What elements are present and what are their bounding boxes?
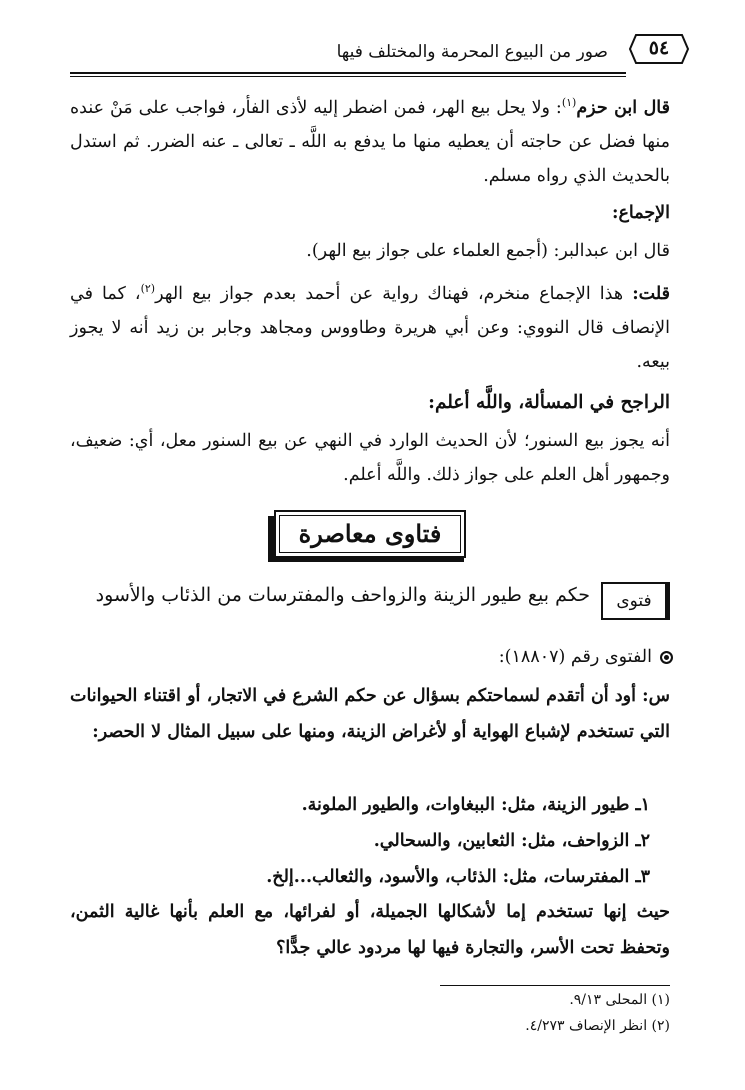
footnote-rule — [440, 985, 670, 986]
fatwa-number — [73, 640, 673, 674]
section-banner — [268, 510, 468, 564]
fatwa-header — [70, 580, 670, 622]
footnote-ref: (١) — [561, 96, 577, 109]
paragraph-lead: قلت: — [632, 283, 670, 304]
banner-box — [274, 510, 466, 558]
footnote-ref: (٢) — [140, 282, 156, 295]
paragraph-qultu — [70, 272, 670, 379]
paragraph-ibn-hazm — [70, 86, 670, 193]
paragraph-text: ، كما في الإنصاف قال النووي: وعن أبي هريرة وطاووس ومجاهد وجابر بن زيد أنه لا يجوز بيعه. — [70, 283, 670, 372]
page-number-frame — [628, 32, 690, 66]
footnote: (٢) انظر الإنصاف ٤/٢٧٣. — [525, 1018, 670, 1034]
fatwa-item: ١ـ طيور الزينة، مثل: الببغاوات، والطيور الملونة. — [301, 795, 650, 815]
fatwa-number-text: الفتوى رقم (١٨٨٠٧): — [498, 647, 652, 667]
running-title: صور من البيوع المحرمة والمختلف فيها — [336, 42, 608, 62]
page-number: ٥٤ — [648, 37, 670, 59]
paragraph-text: هذا الإجماع منخرم، فهناك رواية عن أحمد بعدم جواز بيع الهر — [155, 283, 633, 304]
footnote: (١) المحلى ٩/١٣. — [569, 992, 670, 1008]
fatwa-closing: حيث إنها تستخدم إما لأشكالها الجميلة، أو لفرائها، مع العلم بأنها غالية الثمن، وتحفظ تحت الأسر، والتجارة فيها لها مردود عالي جدًّا؟ — [70, 902, 670, 958]
fatwa-question: س: أود أن أتقدم لسماحتكم بسؤال عن حكم الشرع في الاتجار، أو اقتناء الحيوانات التي تستخدم لإشباع الهواية أو لأغراض الزينة، ومنها على سبيل المثال لا الحصر: — [70, 686, 670, 742]
ijma-heading: الإجماع: — [611, 203, 670, 223]
rajih-heading: الراجح في المسألة، واللَّه أعلم: — [428, 392, 670, 413]
banner-title: فتاوى معاصرة — [279, 515, 461, 553]
fatwa-item: ٢ـ الزواحف، مثل: الثعابين، والسحالي. — [373, 831, 650, 851]
header-rule — [70, 72, 626, 74]
fatwa-title: حكم بيع طيور الزينة والزواحف والمفترسات من الذئاب والأسود — [95, 584, 590, 606]
fatwa-label: فتوى — [601, 582, 670, 620]
paragraph-lead: قال ابن حزم — [576, 97, 670, 118]
bullet-icon — [660, 651, 673, 664]
header-rule-thin — [70, 76, 626, 77]
page-header — [70, 30, 690, 74]
fatwa-item: ٣ـ المفترسات، مثل: الذئاب، والأسود، والثعالب...إلخ. — [266, 867, 650, 887]
paragraph-text: : ولا يحل بيع الهر، فمن اضطر إليه لأذى الفأر، فواجب على مَنْ عنده منها فضل عن حاجته أن يعطيه منها ما يدفع به اللَّه ـ تعالى ـ عنه الضرر. ثم استدل بالحديث الذي رواه مسلم. — [70, 97, 671, 186]
rajih-text: أنه يجوز بيع السنور؛ لأن الحديث الوارد في النهي عن بيع السنور معل، أي: ضعيف، وجمهور أهل العلم على جواز ذلك. واللَّه أعلم. — [70, 431, 670, 485]
ijma-text: قال ابن عبدالبر: (أجمع العلماء على جواز بيع الهر). — [306, 241, 670, 261]
